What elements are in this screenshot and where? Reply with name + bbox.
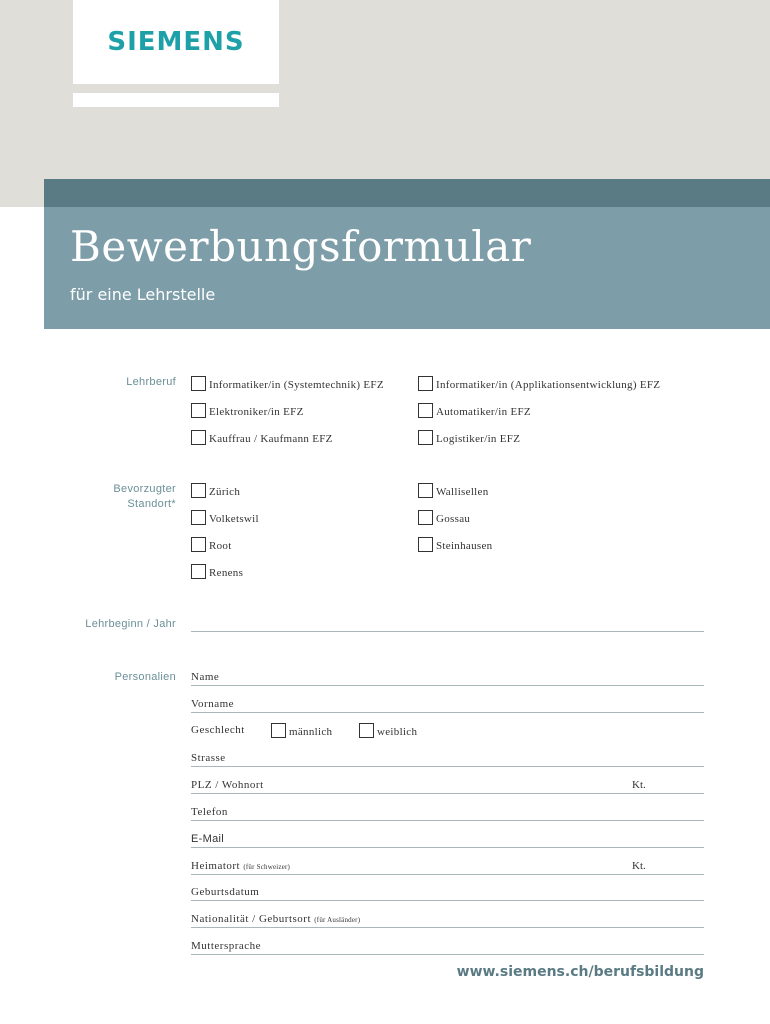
lehrbeginn-label: Lehrbeginn / Jahr bbox=[85, 618, 176, 630]
checkbox-kaufmann[interactable] bbox=[191, 429, 333, 445]
vorname-label: Vorname bbox=[191, 698, 235, 710]
checkbox-label: Informatiker/in (Systemtechnik) EFZ bbox=[209, 379, 384, 391]
checkbox-volketswil[interactable] bbox=[191, 509, 259, 525]
checkbox-label: Root bbox=[209, 540, 232, 552]
email-label: E-Mail bbox=[191, 833, 224, 845]
checkbox-maennlich[interactable] bbox=[271, 722, 332, 738]
plz-wohnort-label: PLZ / Wohnort bbox=[191, 779, 264, 791]
checkbox-box[interactable] bbox=[271, 723, 286, 738]
checkbox-wallisellen[interactable] bbox=[418, 482, 489, 498]
checkbox-box[interactable] bbox=[418, 403, 433, 418]
title-band-top bbox=[44, 179, 770, 207]
strasse-field[interactable] bbox=[191, 749, 704, 767]
checkbox-elektroniker[interactable] bbox=[191, 402, 304, 418]
checkbox-label: Automatiker/in EFZ bbox=[436, 406, 531, 418]
checkbox-label: Gossau bbox=[436, 513, 471, 525]
name-label: Name bbox=[191, 671, 220, 683]
checkbox-box[interactable] bbox=[359, 723, 374, 738]
checkbox-box[interactable] bbox=[191, 510, 206, 525]
checkbox-box[interactable] bbox=[191, 430, 206, 445]
lehrberuf-label: Lehrberuf bbox=[126, 376, 176, 388]
nationalitaet-field[interactable] bbox=[191, 910, 704, 928]
checkbox-box[interactable] bbox=[418, 430, 433, 445]
telefon-label: Telefon bbox=[191, 806, 228, 818]
checkbox-label: Volketswil bbox=[209, 513, 259, 525]
standort-label-line2: Standort* bbox=[127, 498, 176, 510]
checkbox-box[interactable] bbox=[191, 564, 206, 579]
heimatort-label-group bbox=[191, 860, 290, 872]
kanton-label: Kt. bbox=[632, 860, 646, 872]
checkbox-root[interactable] bbox=[191, 536, 232, 552]
strasse-label: Strasse bbox=[191, 752, 226, 764]
page-title: Bewerbungsformular bbox=[70, 222, 532, 271]
checkbox-renens[interactable] bbox=[191, 563, 243, 579]
checkbox-zuerich[interactable] bbox=[191, 482, 240, 498]
checkbox-label: Wallisellen bbox=[436, 486, 489, 498]
muttersprache-field[interactable] bbox=[191, 937, 704, 955]
checkbox-label: männlich bbox=[289, 726, 333, 738]
geburtsdatum-field[interactable] bbox=[191, 883, 704, 901]
checkbox-box[interactable] bbox=[191, 403, 206, 418]
checkbox-automatiker[interactable] bbox=[418, 402, 531, 418]
checkbox-label: Informatiker/in (Applikationsentwicklung) EFZ bbox=[436, 379, 661, 391]
heimatort-label: Heimatort bbox=[191, 860, 241, 872]
checkbox-logistiker[interactable] bbox=[418, 429, 520, 445]
logo-strip bbox=[73, 93, 279, 107]
heimatort-field[interactable] bbox=[191, 857, 704, 875]
checkbox-label: Renens bbox=[209, 567, 244, 579]
lehrbeginn-field[interactable] bbox=[191, 614, 704, 632]
checkbox-label: Logistiker/in EFZ bbox=[436, 433, 521, 445]
checkbox-box[interactable] bbox=[191, 483, 206, 498]
checkbox-label: Elektroniker/in EFZ bbox=[209, 406, 304, 418]
checkbox-box[interactable] bbox=[191, 537, 206, 552]
personalien-label: Personalien bbox=[114, 671, 176, 683]
checkbox-label: Kauffrau / Kaufmann EFZ bbox=[209, 433, 333, 445]
checkbox-label: Steinhausen bbox=[436, 540, 493, 552]
footer-url[interactable]: www.siemens.ch/berufsbildung bbox=[456, 964, 704, 980]
checkbox-box[interactable] bbox=[418, 483, 433, 498]
checkbox-box[interactable] bbox=[418, 537, 433, 552]
checkbox-informatiker-systemtechnik[interactable] bbox=[191, 375, 384, 391]
plz-wohnort-field[interactable] bbox=[191, 776, 704, 794]
telefon-field[interactable] bbox=[191, 803, 704, 821]
logo bbox=[73, 0, 279, 84]
email-field[interactable] bbox=[191, 830, 704, 848]
vorname-field[interactable] bbox=[191, 695, 704, 713]
geschlecht-label: Geschlecht bbox=[191, 724, 245, 736]
standort-label bbox=[40, 482, 176, 512]
checkbox-steinhausen[interactable] bbox=[418, 536, 492, 552]
checkbox-label: Zürich bbox=[209, 486, 241, 498]
checkbox-informatiker-applikationsentwicklung[interactable] bbox=[418, 375, 660, 391]
checkbox-label: weiblich bbox=[377, 726, 418, 738]
name-field[interactable] bbox=[191, 668, 704, 686]
geburtsdatum-label: Geburtsdatum bbox=[191, 886, 260, 898]
checkbox-gossau[interactable] bbox=[418, 509, 470, 525]
nationalitaet-note: (für Ausländer) bbox=[314, 916, 361, 924]
heimatort-note: (für Schweizer) bbox=[243, 863, 291, 871]
logo-text: SIEMENS bbox=[107, 27, 245, 57]
checkbox-box[interactable] bbox=[191, 376, 206, 391]
checkbox-box[interactable] bbox=[418, 376, 433, 391]
nationalitaet-label: Nationalität / Geburtsort bbox=[191, 913, 312, 925]
checkbox-box[interactable] bbox=[418, 510, 433, 525]
nationalitaet-label-group bbox=[191, 913, 360, 925]
standort-label-line1: Bevorzugter bbox=[113, 483, 176, 495]
muttersprache-label: Muttersprache bbox=[191, 940, 262, 952]
checkbox-weiblich[interactable] bbox=[359, 722, 417, 738]
kanton-label: Kt. bbox=[632, 779, 646, 791]
page-subtitle: für eine Lehrstelle bbox=[70, 285, 216, 304]
